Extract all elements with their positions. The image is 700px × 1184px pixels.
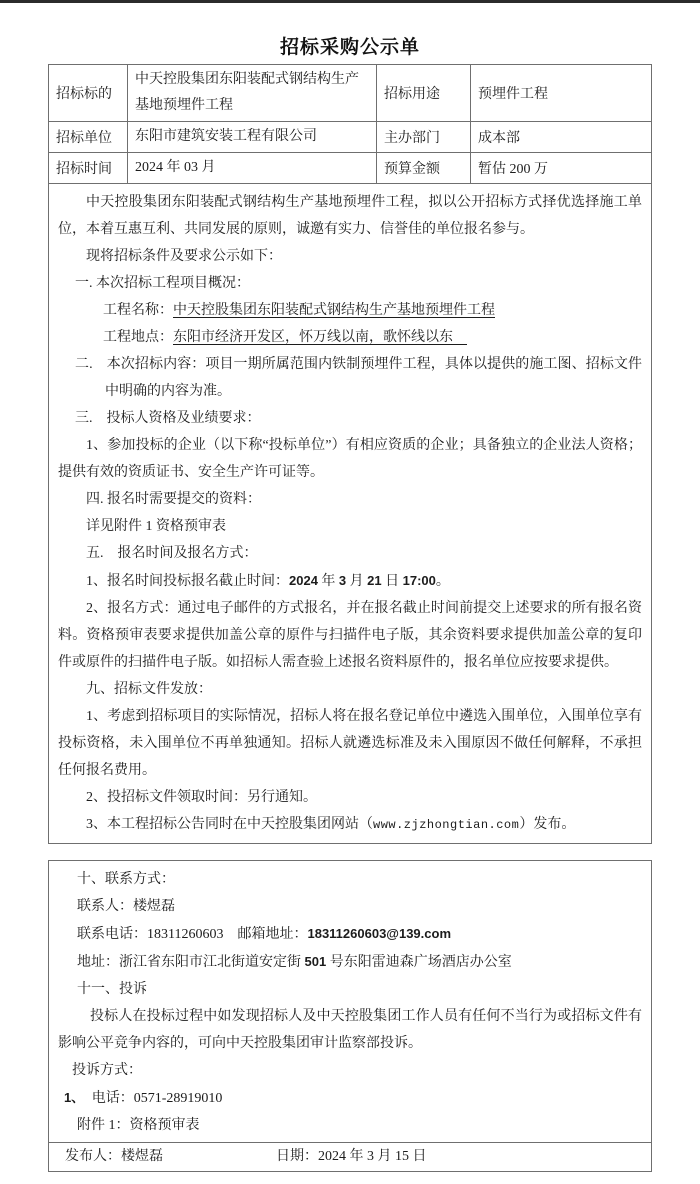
- cell-value-purpose: 预埋件工程: [471, 65, 652, 122]
- cell-label-time: 招标时间: [49, 153, 128, 184]
- phone-email-gap: [223, 927, 237, 942]
- complaint-phone-index: 1、: [64, 1090, 78, 1105]
- project-name-label: 工程名称：: [103, 303, 173, 318]
- page-title: 招标采购公示单: [279, 37, 420, 58]
- project-site-line: [58, 324, 642, 351]
- cell-label-subject: 招标标的: [49, 65, 128, 122]
- attachment-line: 附件 1：资格预审表: [77, 1118, 200, 1133]
- contact-box: [48, 860, 652, 1172]
- deadline-text: 1、报名时间投标报名截止时间：: [86, 574, 289, 589]
- cell-value-unit: 东阳市建筑安装工程有限公司: [128, 122, 377, 153]
- deadline-sep: 日: [381, 574, 403, 589]
- section9-item1: 1、考虑到招标项目的实际情况，招标人将在报名登记单位中遴选入围单位，入围单位享有投标资格，未入围单位不再单独通知。招标人就遴选标准及未入围原因不做任何解释，不承担任何报名费用。: [58, 709, 642, 778]
- section2-content: 二. 本次招标内容：项目一期所属范围内铁制预埋件工程，具体以提供的施工图、招标文件中明确的内容为准。: [75, 357, 642, 399]
- section5-item2: 2、报名方式：通过电子邮件的方式报名，并在报名截止时间前提交上述要求的所有报名资料。资格预审表要求提供加盖公章的原件与扫描件电子版，其余资料要求提供加盖公章的复印件或原件的扫描件电子版。如招标人需查验上述报名资料原件的，报名单位应按要求提供。: [58, 601, 642, 670]
- cell-value-subject: 中天控股集团东阳装配式钢结构生产基地预埋件工程: [128, 65, 377, 122]
- document-sheet: [0, 64, 700, 1172]
- section3-item1: 1、参加投标的企业（以下称“投标单位”）有相应资质的企业；具备独立的企业法人资格；提供有效的资质证书、安全生产许可证等。: [58, 438, 642, 480]
- publish-footer: [49, 1142, 651, 1171]
- address-post: 号东阳雷迪森广场酒店办公室: [326, 955, 512, 970]
- website-text-pre: 3、本工程招标公告同时在中天控股集团网站（: [86, 817, 373, 832]
- complaint-phone-line: [58, 1084, 642, 1112]
- website-text-post: ）发布。: [519, 817, 576, 832]
- email-label: 邮箱地址：: [237, 927, 308, 942]
- contact-person-line: 联系人：楼煜磊: [77, 899, 175, 914]
- deadline-line: [58, 567, 642, 595]
- section9-item2: 2、投招标文件领取时间：另行通知。: [86, 790, 317, 805]
- section5-heading: 五. 报名时间及报名方式：: [86, 546, 258, 561]
- contact-phone-line: [58, 920, 642, 948]
- section9-heading: 九、招标文件发放：: [86, 682, 212, 697]
- email-value: 18311260603@139.com: [307, 926, 452, 941]
- cell-label-department: 主办部门: [377, 122, 471, 153]
- project-name-value: 中天控股集团东阳装配式钢结构生产基地预埋件工程: [173, 303, 495, 318]
- section10-heading: 十、联系方式：: [77, 872, 175, 887]
- paragraph-intro: 中天控股集团东阳装配式钢结构生产基地预埋件工程，拟以公开招标方式择优选择施工单位，本着互惠互利、共同发展的原则，诚邀有实力、信誉佳的单位报名参与。: [58, 195, 642, 237]
- table-row: [49, 153, 652, 184]
- project-site-label: 工程地点：: [103, 330, 173, 345]
- address-pre: 地址：浙江省东阳市江北街道安定街: [77, 955, 305, 970]
- deadline-year: 2024: [289, 573, 318, 588]
- contact-phone: 联系电话：18311260603: [77, 927, 224, 942]
- table-row: [49, 122, 652, 153]
- project-site-value: 东阳市经济开发区，怀万线以南，歌怀线以东: [173, 330, 467, 345]
- complaint-phone-value: 电话：0571-28919010: [77, 1091, 223, 1106]
- address-number: 501: [304, 954, 327, 969]
- paragraph-announce: 现将招标条件及要求公示如下：: [86, 249, 282, 264]
- complaint-paragraph: 投标人在投标过程中如发现招标人及中天控股集团工作人员有任何不当行为或招标文件有影响公平竞争内容的，可向中天控股集团审计监察部投诉。: [58, 1009, 642, 1051]
- deadline-period: 。: [435, 574, 450, 589]
- project-name-line: [58, 297, 642, 324]
- cell-value-time: 2024 年 03 月: [128, 153, 377, 184]
- deadline-month: 3: [338, 573, 347, 588]
- cell-value-budget: 暂估 200 万: [471, 153, 652, 184]
- publisher: 发布人：楼煜磊: [65, 1149, 163, 1164]
- cell-label-budget: 预算金额: [377, 153, 471, 184]
- deadline-time: 17:00: [402, 573, 436, 588]
- cell-label-unit: 招标单位: [49, 122, 128, 153]
- publish-date: 日期：2024 年 3 月 15 日: [276, 1149, 427, 1164]
- section4-item: 详见附件 1 资格预审表: [86, 519, 226, 534]
- table-row: [49, 65, 652, 122]
- complaint-method-heading: 投诉方式：: [72, 1063, 142, 1078]
- website-line: [58, 811, 642, 839]
- cell-label-purpose: 招标用途: [377, 65, 471, 122]
- cell-value-department: 成本部: [471, 122, 652, 153]
- deadline-sep: 月: [346, 574, 368, 589]
- contact-body: [49, 861, 651, 1142]
- notice-body: [48, 184, 652, 844]
- section4-heading: 四. 报名时需要提交的资料：: [86, 492, 261, 507]
- deadline-day: 21: [367, 573, 382, 588]
- scan-edge-strip: [0, 0, 700, 3]
- bid-info-table: [48, 64, 652, 184]
- website-url: www.zjzhongtian.com: [373, 818, 520, 832]
- deadline-sep: 年: [317, 574, 339, 589]
- section11-heading: 十一、投诉: [77, 982, 147, 997]
- section3-heading: 三. 投标人资格及业绩要求：: [75, 411, 261, 426]
- contact-address-line: [58, 948, 642, 976]
- section1-heading: 一. 本次招标工程项目概况：: [75, 276, 250, 291]
